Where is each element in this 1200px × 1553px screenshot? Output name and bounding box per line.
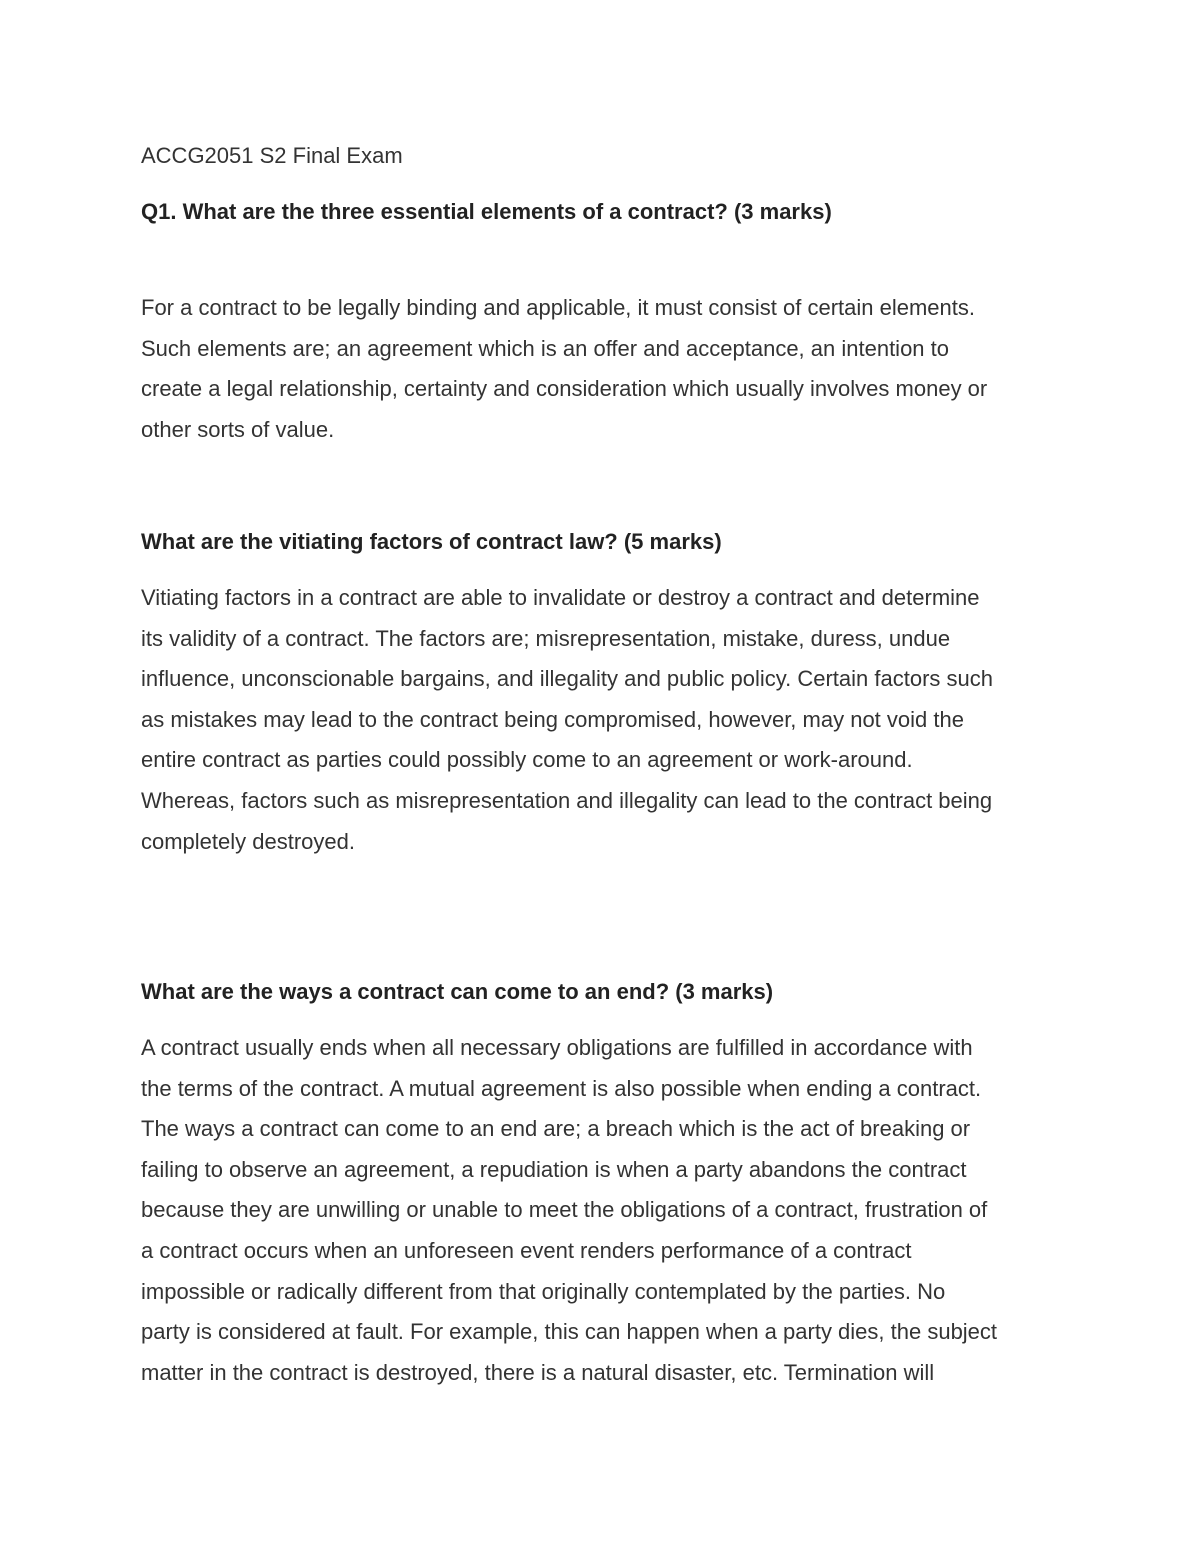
answer-line: the terms of the contract. A mutual agreement is also possible when ending a contract. (141, 1075, 982, 1101)
answer-3-paragraph (141, 1028, 997, 1393)
document-title: ACCG2051 S2 Final Exam (141, 143, 403, 168)
answer-line: a contract occurs when an unforeseen event renders performance of a contract (141, 1237, 912, 1263)
answer-line: influence, unconscionable bargains, and illegality and public policy. Certain factors such (141, 666, 993, 692)
question-1-heading: Q1. What are the three essential elements of a contract? (3 marks) (141, 199, 832, 224)
answer-line: its validity of a contract. The factors are; misrepresentation, mistake, duress, undue (141, 625, 951, 651)
answer-line: create a legal relationship, certainty and consideration which usually involves money or (141, 376, 988, 402)
answer-line: For a contract to be legally binding and applicable, it must consist of certain elements. (141, 295, 976, 320)
answer-line: Whereas, factors such as misrepresentation and illegality can lead to the contract being (141, 787, 993, 813)
answer-line: Vitiating factors in a contract are able to invalidate or destroy a contract and determine (141, 585, 980, 610)
answer-line: impossible or radically different from that originally contemplated by the parties. No (141, 1278, 946, 1304)
answer-line: because they are unwilling or unable to meet the obligations of a contract, frustration of (141, 1197, 988, 1223)
answer-line: The ways a contract can come to an end are; a breach which is the act of breaking or (141, 1116, 971, 1142)
answer-line: Such elements are; an agreement which is an offer and acceptance, an intention to (141, 335, 949, 361)
question-3-heading: What are the ways a contract can come to an end? (3 marks) (141, 979, 774, 1004)
answer-line: other sorts of value. (141, 416, 335, 442)
answer-line: completely destroyed. (141, 828, 355, 854)
answer-line: as mistakes may lead to the contract being compromised, however, may not void the (141, 706, 964, 732)
answer-line: entire contract as parties could possibly come to an agreement or work-around. (141, 747, 913, 773)
answer-line: A contract usually ends when all necessary obligations are fulfilled in accordance with (141, 1035, 973, 1060)
answer-line: matter in the contract is destroyed, there is a natural disaster, etc. Termination will (141, 1359, 935, 1385)
answer-line: failing to observe an agreement, a repudiation is when a party abandons the contract (141, 1156, 967, 1182)
answer-line: party is considered at fault. For example, this can happen when a party dies, the subject (141, 1319, 998, 1345)
question-2-heading: What are the vitiating factors of contract law? (5 marks) (141, 529, 722, 554)
answer-2-paragraph (141, 578, 993, 862)
answer-1-paragraph (141, 288, 987, 450)
